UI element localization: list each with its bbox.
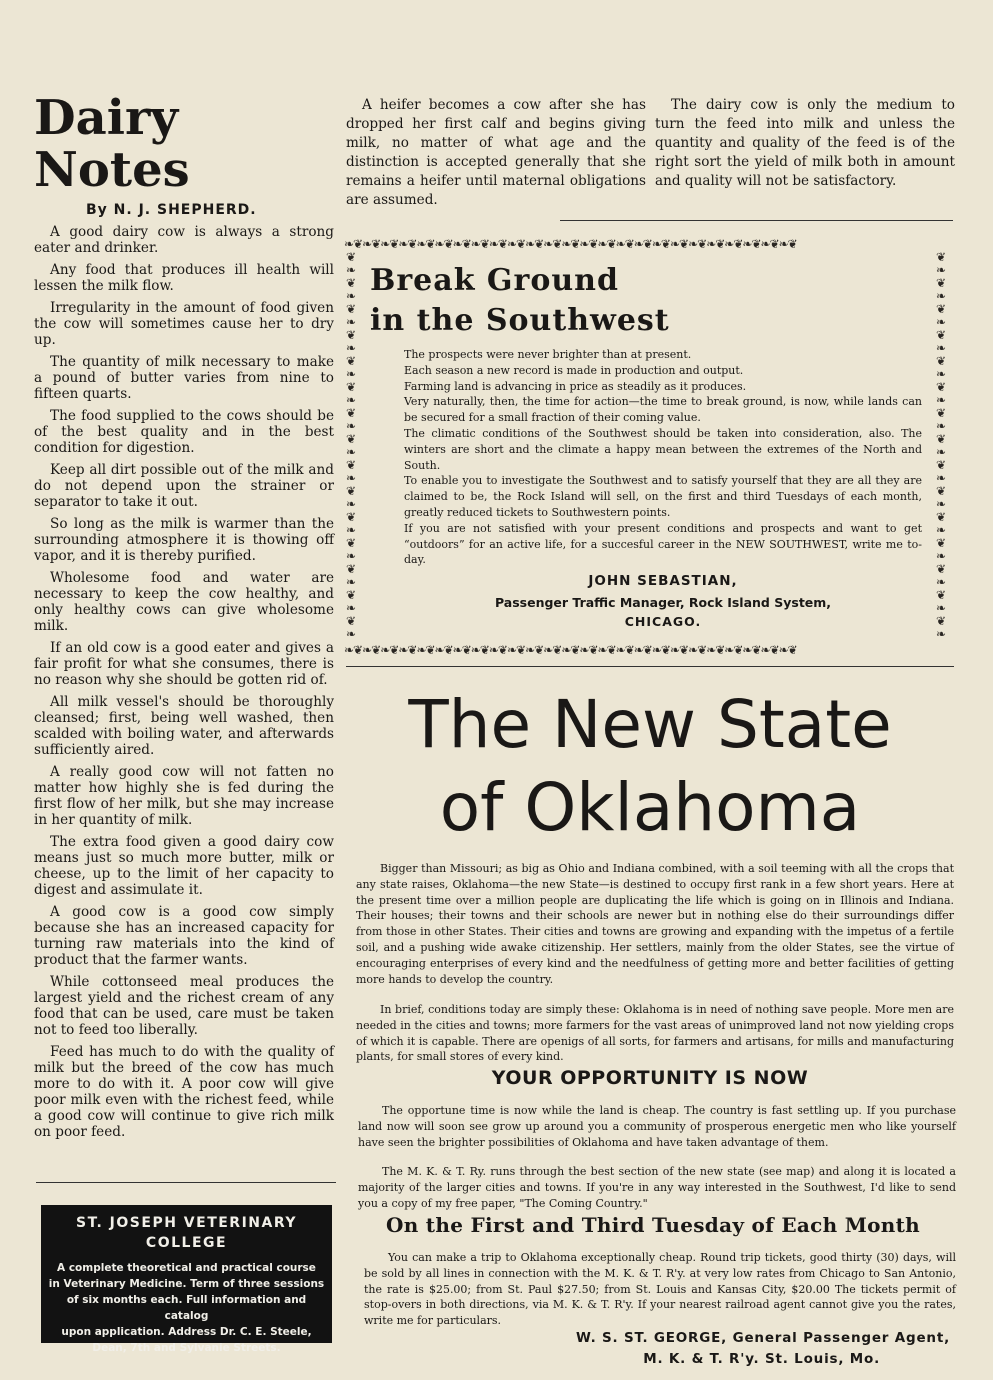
oklahoma-signature-line2: M. K. & T. R'y. St. Louis, Mo. bbox=[643, 1351, 880, 1367]
dairy-note-paragraph: Feed has much to do with the quality of milk but the breed of the cow has much more to do with it. A poor cow will give poor milk even with the richest feed, while a good cow will continue to give rich milk on poor feed. bbox=[34, 1044, 334, 1140]
dairy-note-paragraph: All milk vessel's should be thoroughly cleansed; first, being well washed, then scalded with boiling water, and afterwards sufficiently aired. bbox=[34, 694, 334, 758]
dairy-note-paragraph: If an old cow is a good eater and gives a fair profit for what she consumes, there is no reason why she should be gotten rid of. bbox=[34, 640, 334, 688]
oklahoma-paragraph-2: In brief, conditions today are simply these: Oklahoma is in need of nothing save people. More men are needed in the cities and towns; more farmers for the vast areas of unimproved land not now yielding crops of which it is capable. There are openigs of all sorts, for farmers and artisans, for mills and manufacturing plants, for small stores of every kind. bbox=[356, 1003, 954, 1064]
dairy-note-paragraph: While cottonseed meal produces the largest yield and the richest cream of any food that can be used, care must be taken not to feed too liberally. bbox=[34, 974, 334, 1038]
oklahoma-paragraph-4: The M. K. & T. Ry. runs through the best section of the new state (see map) and along it is located a majority of the larger cities and towns. If you're in any way interested in the Southwest, I'd like to send you a copy of my free paper, "The Coming Country." bbox=[358, 1165, 956, 1210]
oklahoma-paragraph-1: Bigger than Missouri; as big as Ohio and Indiana combined, with a soil teeming with all the crops that any state raises, Oklahoma—the new State—is destined to occupy first rank in a few short years. Here at the present time over a million people are duplicating the life which is going on in Illinois and Indiana. Their houses; their towns and their schools are newer but in nothing else do their surroundings differ from those in other States. Their cities and towns are growing and expanding with the impetus of a fertile soil, and a pushing wide awake citizenship. Her settlers, mainly from the older States, see the virtue of encouraging enterprises of every kind and the needfulness of getting more and better facilities of getting more hands to develop the country. bbox=[356, 862, 954, 986]
vet-ad-line: in Veterinary Medicine. Term of three sessions bbox=[48, 1278, 325, 1290]
dairy-note-paragraph: Wholesome food and water are necessary to keep the cow healthy, and only healthy cows can give wholesome milk. bbox=[34, 570, 334, 634]
vine-border-left: ❦❧❦❧❦❧❦❧❦❧❦❧❦❧❦❧❦❧❦❧❦❧❦❧❦❧❦❧❦❧ bbox=[345, 251, 357, 641]
middle-section-rule bbox=[346, 666, 954, 667]
byline: By N. J. SHEPHERD. bbox=[86, 202, 257, 218]
dairy-notes-title: Dairy Notes bbox=[34, 90, 190, 198]
dairy-notes-list bbox=[34, 224, 334, 1140]
vet-ad-title-line1: ST. JOSEPH VETERINARY bbox=[75, 1215, 297, 1231]
vine-border-right: ❦❧❦❧❦❧❦❧❦❧❦❧❦❧❦❧❦❧❦❧❦❧❦❧❦❧❦❧❦❧ bbox=[935, 251, 947, 641]
oklahoma-title-line1: The New State bbox=[408, 686, 892, 763]
oklahoma-signature-line1: W. S. ST. GEORGE, General Passenger Agent, bbox=[576, 1330, 950, 1346]
rock-island-title-line2: in the Southwest bbox=[370, 303, 670, 338]
vine-border-bottom: ❧❦❧❦❧❦❧❦❧❦❧❦❧❦❧❦❧❦❧❦❧❦❧❦❧❦❧❦❧❦❧❦❧❦❧❦❧❦❧❦❧❦❧❦❧❦❧❦❧❦ bbox=[344, 643, 797, 657]
opportunity-heading: YOUR OPPORTUNITY IS NOW bbox=[491, 1067, 809, 1089]
dairy-note-paragraph: Keep all dirt possible out of the milk and do not depend upon the strainer or separator to take it out. bbox=[34, 462, 334, 510]
dairy-note-paragraph: Irregularity in the amount of food given the cow will sometimes cause her to dry up. bbox=[34, 300, 334, 348]
rock-island-signature-name: JOHN SEBASTIAN, bbox=[588, 573, 738, 589]
veterinary-college-ad bbox=[41, 1205, 332, 1354]
heifer-paragraph: A heifer becomes a cow after she has dropped her first calf and begins giving milk, no matter of what age and the distinction is accepted generally that she remains a heifer until maternal obligations are assumed. bbox=[346, 97, 646, 208]
vet-ad-line: upon application. Address Dr. C. E. Steele, bbox=[61, 1326, 312, 1338]
tuesday-heading: On the First and Third Tuesday of Each Month bbox=[385, 1213, 921, 1237]
vet-ad-body bbox=[47, 1260, 326, 1356]
vine-border-top: ❧❦❧❦❧❦❧❦❧❦❧❦❧❦❧❦❧❦❧❦❧❦❧❦❧❦❧❦❧❦❧❦❧❦❧❦❧❦❧❦❧❦❧❦❧❦❧❦❧❦ bbox=[344, 237, 797, 251]
dairy-note-paragraph: The food supplied to the cows should be of the best quality and in the best condition for digestion. bbox=[34, 408, 334, 456]
rock-island-title-line1: Break Ground bbox=[370, 263, 619, 298]
rock-island-body bbox=[404, 347, 922, 568]
dairy-note-paragraph: So long as the milk is warmer than the surrounding atmosphere it is thowing off vapor, and it is thereby purified. bbox=[34, 516, 334, 564]
left-column-rule bbox=[36, 1182, 336, 1183]
rock-island-ad bbox=[344, 237, 948, 657]
rock-island-line: To enable you to investigate the Southwest and to satisfy yourself that they are all they are claimed to be, the Rock Island will sell, on the first and third Tuesdays of each month, greatly reduced tickets to Southwestern points. bbox=[404, 474, 922, 519]
vet-ad-title-line2: COLLEGE bbox=[145, 1235, 228, 1251]
rock-island-signature-city: CHICAGO. bbox=[624, 614, 702, 629]
dairy-note-paragraph: A good cow is a good cow simply because she has an increased capacity for turning raw materials into the kind of product that the farmer wants. bbox=[34, 904, 334, 968]
rock-island-line: Farming land is advancing in price as steadily as it produces. bbox=[404, 379, 747, 393]
dairy-note-paragraph: The extra food given a good dairy cow means just so much more butter, milk or cheese, up to the limit of her capacity to digest and assimulate it. bbox=[34, 834, 334, 898]
dairy-note-paragraph: Any food that produces ill health will lessen the milk flow. bbox=[34, 262, 334, 294]
rock-island-line: Each season a new record is made in production and output. bbox=[404, 363, 744, 377]
dairy-notes-column bbox=[34, 92, 334, 1146]
top-section-rule bbox=[560, 220, 953, 221]
rock-island-line: If you are not satisfied with your present conditions and prospects and want to get “outdoors” for an active life, for a succesful career in the NEW SOUTHWEST, write me to-day. bbox=[404, 521, 922, 567]
vet-ad-line: of six months each. Full information and catalog bbox=[66, 1294, 307, 1322]
dairy-note-paragraph: The quantity of milk necessary to make a pound of butter varies from nine to fifteen quarts. bbox=[34, 354, 334, 402]
dairy-note-paragraph: A good dairy cow is always a strong eater and drinker. bbox=[34, 224, 334, 256]
dairy-cow-medium-paragraph: The dairy cow is only the medium to turn the feed into milk and unless the quantity and quality of the feed is of the right sort the yield of milk both in amount and quality will not be satisfactory. bbox=[655, 97, 955, 189]
dairy-note-paragraph: A really good cow will not fatten no matter how highly she is fed during the first flow of her milk, but she may increase in her quantity of milk. bbox=[34, 764, 334, 828]
rock-island-line: Very naturally, then, the time for action—the time to break ground, is now, while lands can be secured for a small fraction of their coming value. bbox=[404, 395, 922, 425]
rock-island-signature-title: Passenger Traffic Manager, Rock Island System, bbox=[494, 595, 832, 610]
oklahoma-paragraph-5: You can make a trip to Oklahoma exceptionally cheap. Round trip tickets, good thirty (30) days, will be sold by all lines in connection with the M. K. & T. R'y. at very low rates from Chicago to San Antonio, the rate is $25.00; from St. Paul $27.50; from St. Louis and Kansas City, $20.00 The tickets permit of stop-overs in both directions, via M. K. & T. R'y. If your nearest railroad agent cannot give you the rates, write me for particulars. bbox=[364, 1251, 956, 1328]
rock-island-line: The prospects were never brighter than at present. bbox=[404, 348, 692, 361]
oklahoma-paragraph-3: The opportune time is now while the land is cheap. The country is fast settling up. If you purchase land now will soon see grow up around you a community of prosperous energetic men who like yourself have seen the brighter possibilities of Oklahoma and have taken advantage of them. bbox=[358, 1104, 956, 1149]
rock-island-line: The climatic conditions of the Southwest should be taken into consideration, also. The winters are short and the climate a happy mean between the extremes of the North and South. bbox=[404, 426, 922, 472]
vet-ad-line: A complete theoretical and practical course bbox=[57, 1262, 316, 1274]
vet-ad-line: Dean, 7th and Sylvanie Streets. bbox=[92, 1342, 281, 1354]
oklahoma-title-line2: of Oklahoma bbox=[439, 769, 861, 846]
